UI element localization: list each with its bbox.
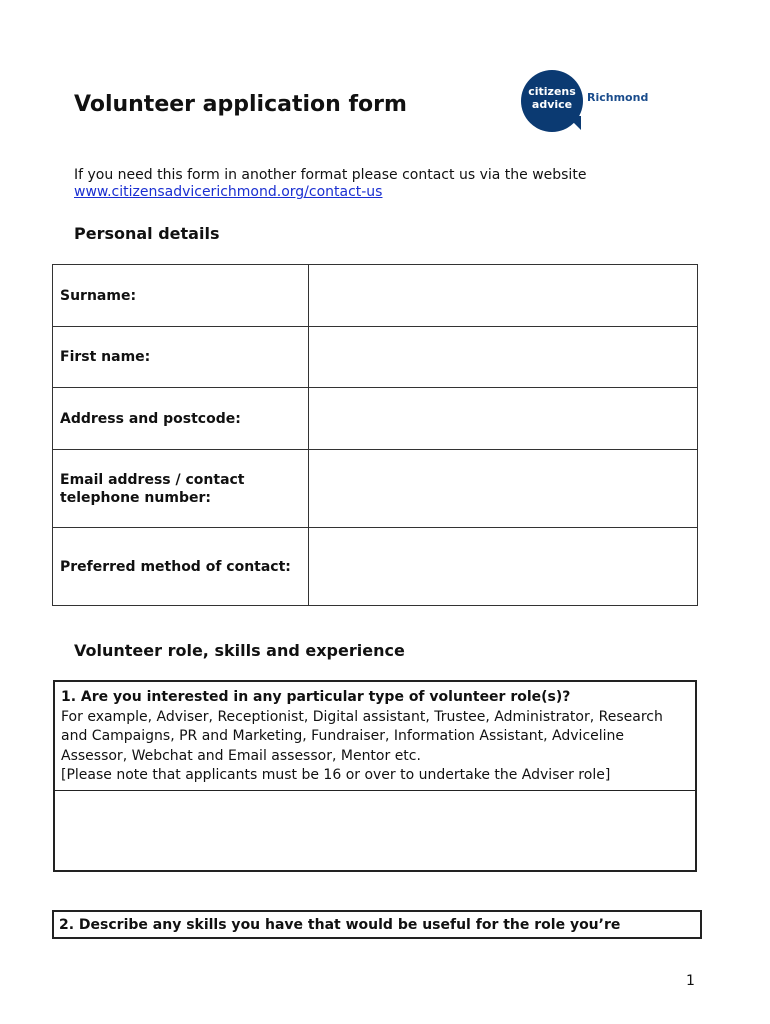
preferred-contact-field[interactable] [309,528,698,606]
first-name-field[interactable] [309,327,698,388]
personal-details-heading: Personal details [74,224,220,243]
question-1-body: For example, Adviser, Receptionist, Digital assistant, Trustee, Administrator, Research and Campaigns, PR and Marketing, Fundraiser, Information Assistant, Adviceline Assessor, Webchat and Email assessor, Mentor etc. [61,708,663,764]
logo-wordmark [523,85,581,111]
logo-place-name: Richmond [587,91,649,104]
role-skills-heading: Volunteer role, skills and experience [74,641,405,660]
question-1-note: [Please note that applicants must be 16 or over to undertake the Adviser role] [61,767,611,783]
table-row [53,388,698,450]
surname-field[interactable] [309,265,698,327]
table-row [53,265,698,327]
preferred-contact-label: Preferred method of contact: [53,528,309,606]
personal-details-table [52,264,698,606]
logo-line1: citizens [528,85,576,98]
page-title: Volunteer application form [74,92,407,117]
logo-line2: advice [531,98,573,111]
citizens-advice-logo [521,70,649,132]
question-1-prompt [55,682,695,791]
intro-text: If you need this form in another format please contact us via the website [74,167,587,183]
first-name-label: First name: [53,327,309,388]
email-phone-field[interactable] [309,450,698,528]
address-field[interactable] [309,388,698,450]
surname-label: Surname: [53,265,309,327]
speech-bubble-tail [567,116,581,130]
table-row [53,450,698,528]
question-2-box: 2. Describe any skills you have that would be useful for the role you’re [52,910,702,939]
question-1-box [53,680,697,872]
page-number: 1 [686,973,695,989]
table-row [53,528,698,606]
address-label: Address and postcode: [53,388,309,450]
question-1-title: 1. Are you interested in any particular type of volunteer role(s)? [61,689,571,705]
intro-paragraph [74,167,674,201]
contact-link[interactable]: www.citizensadvicerichmond.org/contact-us [74,184,383,200]
question-1-answer-field[interactable] [55,791,695,870]
table-row [53,327,698,388]
email-phone-label: Email address / contact telephone number: [53,450,309,528]
